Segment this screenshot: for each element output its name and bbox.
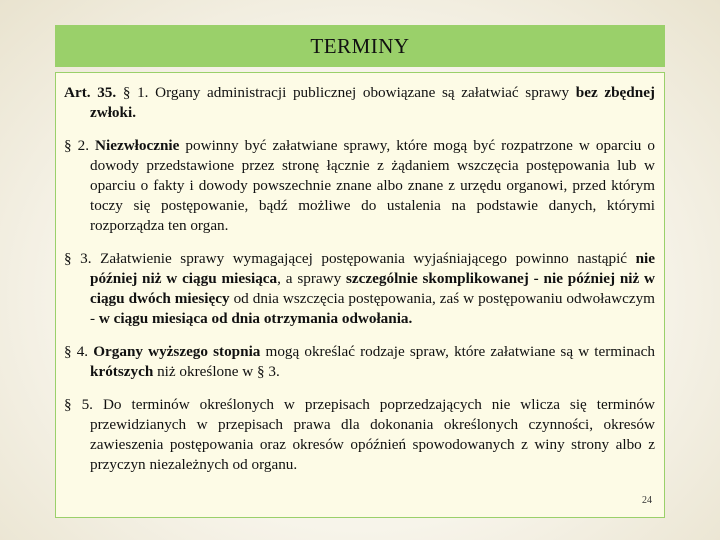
paragraph-5: [64, 395, 655, 475]
text-segment: niż określone w § 3.: [153, 363, 280, 380]
bold-text-segment: nie później niż w ciągu miesiąca: [90, 250, 655, 287]
text-segment: od dnia wszczęcia postępowania, zaś w postępowaniu odwoławczym -: [90, 290, 655, 327]
bold-text-segment: w ciągu miesiąca od dnia otrzymania odwołania.: [98, 310, 413, 327]
bold-text-segment: szczególnie skomplikowanej - nie później niż w ciągu dwóch miesięcy: [90, 270, 656, 307]
paragraph-4: [64, 342, 655, 382]
text-segment: , a sprawy: [277, 270, 347, 287]
text-segment: powinny być załatwiane sprawy, które mogą być rozpatrzone w oparciu o dowody przedstawione przez stronę łącznie z żądaniem wszczęcia postępowania lub w oparciu o fakty i dowody powszechnie znane albo znane z urzędu organowi, przed którym toczy się postępowanie, bądź możliwe do ustalenia na podstawie danych, którymi rozporządza ten organ.: [90, 137, 656, 234]
article-text-box: [55, 72, 665, 518]
text-segment: § 5. Do terminów określonych w przepisach poprzedzających nie wlicza się terminów przewidzianych w przepisach prawa dla dokonania określonych czynności, okresów zawieszenia postępowania oraz okresów opóźnień spowodowanych z winy strony albo z przyczyn niezależnych od organu.: [64, 396, 655, 473]
bold-text-segment: krótszych: [90, 363, 154, 380]
text-segment: § 4.: [64, 343, 94, 360]
bold-text-segment: Organy wyższego stopnia: [93, 343, 261, 360]
text-segment: mogą określać rodzaje spraw, które załatwiane są w terminach: [260, 343, 656, 360]
paragraph-art-35-1: [64, 83, 655, 123]
page-number: 24: [642, 495, 652, 506]
paragraph-2: [64, 136, 655, 236]
slide-title: TERMINY: [310, 33, 410, 58]
bold-text-segment: Art. 35.: [64, 84, 117, 101]
text-segment: § 3. Załatwienie sprawy wymagającej postępowania wyjaśniającego powinno nastąpić: [64, 250, 636, 267]
paragraph-3: [64, 249, 655, 329]
bold-text-segment: Niezwłocznie: [95, 137, 180, 154]
text-segment: § 2.: [64, 137, 96, 154]
text-segment: § 1. Organy administracji publicznej obowiązane są załatwiać sprawy: [116, 84, 576, 101]
slide-title-bar: [55, 25, 665, 67]
bold-text-segment: bez zbędnej zwłoki.: [90, 84, 655, 121]
